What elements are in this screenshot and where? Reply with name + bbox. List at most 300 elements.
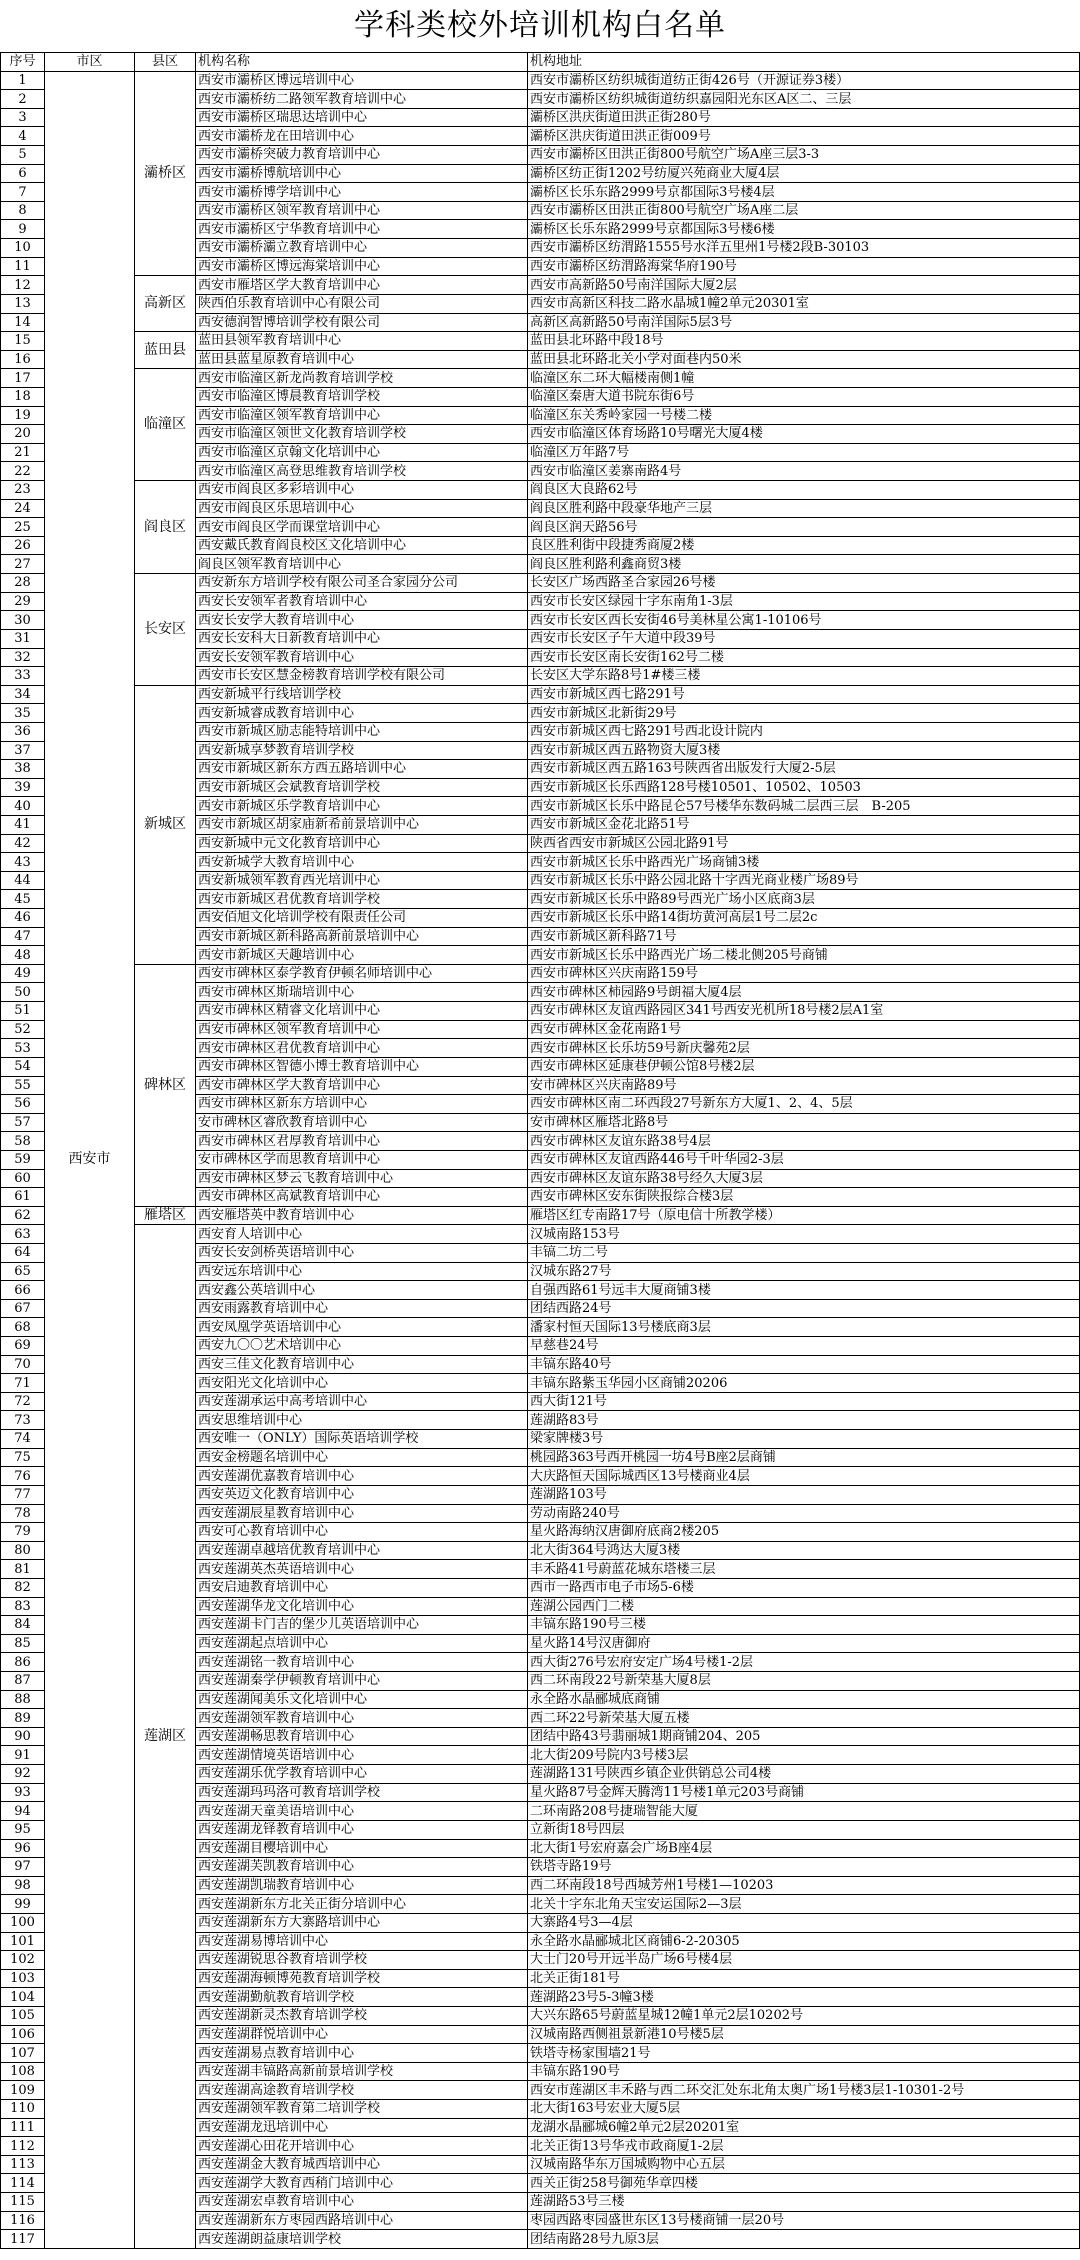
row-number: 91 — [1, 1746, 45, 1765]
row-number: 46 — [1, 909, 45, 928]
institution-name: 西安市碑林区君优教育培训中心 — [196, 1039, 528, 1058]
institution-address: 丰镐东路190号三楼 — [528, 1616, 1080, 1635]
district-cell: 新城区 — [135, 685, 196, 964]
institution-address: 蓝田县北环路中段18号 — [528, 332, 1080, 351]
header-name: 机构名称 — [196, 53, 528, 72]
institution-address: 大兴东路65号蔚蓝星城12幢1单元2层10202号 — [528, 2006, 1080, 2025]
row-number: 55 — [1, 1076, 45, 1095]
institution-address: 安市碑林区雁塔北路8号 — [528, 1113, 1080, 1132]
row-number: 82 — [1, 1578, 45, 1597]
header-city: 市区 — [45, 53, 135, 72]
institution-address: 西安市灞桥区纺渭路海棠华府190号 — [528, 257, 1080, 276]
institution-address: 汉城南路西侧祖景新港10号楼5层 — [528, 2025, 1080, 2044]
institution-address: 汉城东路27号 — [528, 1262, 1080, 1281]
institution-address: 西安市碑林区友谊东路38号4层 — [528, 1132, 1080, 1151]
institution-name: 西安莲湖目樱培训中心 — [196, 1839, 528, 1858]
row-number: 97 — [1, 1858, 45, 1877]
row-number: 22 — [1, 462, 45, 481]
institution-name: 西安市临潼区领军教育培训中心 — [196, 406, 528, 425]
institution-name: 西安九〇〇艺术培训中心 — [196, 1337, 528, 1356]
row-number: 100 — [1, 1913, 45, 1932]
institution-name: 西安远东培训中心 — [196, 1262, 528, 1281]
institution-address: 莲湖路131号陕西乡镇企业供销总公司4楼 — [528, 1765, 1080, 1784]
institution-name: 西安长安科大日新教育培训中心 — [196, 629, 528, 648]
institution-address: 灞桥区长乐东路2999号京都国际3号楼6楼 — [528, 220, 1080, 239]
row-number: 48 — [1, 946, 45, 965]
district-cell: 莲湖区 — [135, 1225, 196, 2249]
institution-name: 西安市碑林区斯瑞培训中心 — [196, 983, 528, 1002]
institution-name: 西安市碑林区精睿文化培训中心 — [196, 1002, 528, 1021]
institution-name: 西安莲湖辰星教育培训中心 — [196, 1504, 528, 1523]
district-cell: 阎良区 — [135, 481, 196, 574]
institution-name: 西安雁塔英中教育培训中心 — [196, 1206, 528, 1225]
institution-name: 西安市阎良区多彩培训中心 — [196, 481, 528, 500]
row-number: 102 — [1, 1951, 45, 1970]
institution-address: 临潼区东二环大幅楼南侧1幢 — [528, 369, 1080, 388]
institution-address: 立新街18号四层 — [528, 1820, 1080, 1839]
row-number: 30 — [1, 611, 45, 630]
institution-address: 安市碑林区兴庆南路89号 — [528, 1076, 1080, 1095]
table-row — [1, 369, 1080, 388]
row-number: 23 — [1, 481, 45, 500]
row-number: 57 — [1, 1113, 45, 1132]
institution-address: 西安市新城区长乐中路89号西光广场小区底商3层 — [528, 890, 1080, 909]
row-number: 96 — [1, 1839, 45, 1858]
institution-name: 西安市灞桥区博远海棠培训中心 — [196, 257, 528, 276]
institution-address: 长安区广场西路圣合家园26号楼 — [528, 574, 1080, 593]
row-number: 58 — [1, 1132, 45, 1151]
row-number: 78 — [1, 1504, 45, 1523]
institution-address: 西安市新城区新科路71号 — [528, 927, 1080, 946]
institution-address: 龙湖水晶郦城6幢2单元2层20201室 — [528, 2118, 1080, 2137]
institution-name: 西安思维培训中心 — [196, 1411, 528, 1430]
institution-address: 灞桥区洪庆街道田洪正街280号 — [528, 108, 1080, 127]
row-number: 98 — [1, 1876, 45, 1895]
institution-name: 西安市新城区天趣培训中心 — [196, 946, 528, 965]
institution-name: 西安市新城区励志能特培训中心 — [196, 722, 528, 741]
institution-name: 西安阳光文化培训中心 — [196, 1374, 528, 1393]
institution-address: 西安市高新区科技二路水晶城1幢2单元20301室 — [528, 294, 1080, 313]
institution-name: 西安市新城区新东方西五路培训中心 — [196, 760, 528, 779]
row-number: 81 — [1, 1560, 45, 1579]
row-number: 83 — [1, 1597, 45, 1616]
institution-name: 西安德润智博培训学校有限公司 — [196, 313, 528, 332]
institution-address: 大庆路恒天国际城西区13号楼商业4层 — [528, 1467, 1080, 1486]
institution-name: 西安市碑林区泰学教育伊顿名师培训中心 — [196, 964, 528, 983]
institution-name: 西安市新城区胡家庙新希前景培训中心 — [196, 815, 528, 834]
page-title: 学科类校外培训机构白名单 — [354, 8, 726, 43]
institution-address: 莲湖路53号三楼 — [528, 2193, 1080, 2212]
institution-address: 西安市新城区西七路291号 — [528, 685, 1080, 704]
institution-address: 陕西省西安市新城区公园北路91号 — [528, 834, 1080, 853]
row-number: 107 — [1, 2044, 45, 2063]
institution-name: 西安三佳文化教育培训中心 — [196, 1355, 528, 1374]
institution-name: 西安莲湖新东方北关正街分培训中心 — [196, 1895, 528, 1914]
header-address: 机构地址 — [528, 53, 1080, 72]
institution-name: 西安育人培训中心 — [196, 1225, 528, 1244]
row-number: 65 — [1, 1262, 45, 1281]
institution-name: 西安莲湖华龙文化培训中心 — [196, 1597, 528, 1616]
institution-name: 西安市碑林区高斌教育培训中心 — [196, 1188, 528, 1207]
institution-name: 西安长安学大教育培训中心 — [196, 611, 528, 630]
institution-name: 西安市灞桥区瑞思达培训中心 — [196, 108, 528, 127]
institution-address: 桃园路363号西开桃园一坊4号B座2层商铺 — [528, 1448, 1080, 1467]
institution-name: 西安莲湖海顿博苑教育培训学校 — [196, 1969, 528, 1988]
row-number: 24 — [1, 499, 45, 518]
row-number: 84 — [1, 1616, 45, 1635]
table-row — [1, 574, 1080, 593]
institution-address: 北大街209号院内3号楼3层 — [528, 1746, 1080, 1765]
row-number: 103 — [1, 1969, 45, 1988]
institution-address: 灞桥区纺正街1202号纺厦兴苑商业大厦4层 — [528, 164, 1080, 183]
row-number: 101 — [1, 1932, 45, 1951]
institution-name: 西安莲湖新灵杰教育培训学校 — [196, 2006, 528, 2025]
institution-name: 西安莲湖丰镐路高新前景培训学校 — [196, 2062, 528, 2081]
institution-address: 永全路水晶郦城北区商铺6-2-20305 — [528, 1932, 1080, 1951]
institution-name: 西安英迈文化教育培训中心 — [196, 1485, 528, 1504]
table-row — [1, 685, 1080, 704]
district-cell: 碑林区 — [135, 964, 196, 1206]
district-cell: 临潼区 — [135, 369, 196, 481]
institution-name: 西安市灞桥区博远培训中心 — [196, 71, 528, 90]
institution-address: 西安市新城区长乐中路14街坊黄河高层1号二层2c — [528, 909, 1080, 928]
row-number: 72 — [1, 1392, 45, 1411]
institution-address: 良区胜利街中段捷秀商厦2楼 — [528, 536, 1080, 555]
row-number: 99 — [1, 1895, 45, 1914]
row-number: 18 — [1, 387, 45, 406]
institution-name: 西安莲湖卡门吉的堡少儿英语培训中心 — [196, 1616, 528, 1635]
institution-name: 西安莲湖畅思教育培训中心 — [196, 1727, 528, 1746]
row-number: 90 — [1, 1727, 45, 1746]
institution-address: 汉城南路华东万国城购物中心五层 — [528, 2155, 1080, 2174]
table-row — [1, 1206, 1080, 1225]
row-number: 89 — [1, 1709, 45, 1728]
institution-address: 灞桥区洪庆街道田洪正街009号 — [528, 127, 1080, 146]
row-number: 11 — [1, 257, 45, 276]
institution-name: 西安市灞桥区领军教育培训中心 — [196, 201, 528, 220]
institution-address: 大士门20号开远半岛广场6号楼4层 — [528, 1951, 1080, 1970]
row-number: 63 — [1, 1225, 45, 1244]
row-number: 51 — [1, 1002, 45, 1021]
institution-address: 西安市高新路50号南洋国际大厦2层 — [528, 276, 1080, 295]
institution-name: 西安莲湖芙凯教育培训中心 — [196, 1858, 528, 1877]
institution-address: 雁塔区红专南路17号（原电信十所教学楼） — [528, 1206, 1080, 1225]
institution-address: 西安市新城区西五路物资大厦3楼 — [528, 741, 1080, 760]
row-number: 32 — [1, 648, 45, 667]
institution-address: 星火路14号汉唐御府 — [528, 1634, 1080, 1653]
row-number: 35 — [1, 704, 45, 723]
row-number: 114 — [1, 2174, 45, 2193]
row-number: 109 — [1, 2081, 45, 2100]
row-number: 36 — [1, 722, 45, 741]
row-number: 54 — [1, 1057, 45, 1076]
row-number: 66 — [1, 1281, 45, 1300]
row-number: 69 — [1, 1337, 45, 1356]
institution-address: 西安市新城区西五路163号陕西省出版发行大厦2-5层 — [528, 760, 1080, 779]
institution-address: 西安市长安区绿园十字东南角1-3层 — [528, 592, 1080, 611]
institution-name: 西安新城学大教育培训中心 — [196, 853, 528, 872]
institution-name: 西安市临潼区博晨教育培训学校 — [196, 387, 528, 406]
institution-name: 安市碑林区学而思教育培训中心 — [196, 1150, 528, 1169]
institution-name: 西安莲湖秦学伊顿教育培训中心 — [196, 1672, 528, 1691]
institution-address: 北关正街181号 — [528, 1969, 1080, 1988]
row-number: 94 — [1, 1802, 45, 1821]
institution-name: 西安莲湖新东方大寨路培训中心 — [196, 1913, 528, 1932]
table-header-row — [1, 53, 1080, 72]
institution-name: 西安可心教育培训中心 — [196, 1523, 528, 1542]
institution-name: 西安莲湖凯瑞教育培训中心 — [196, 1876, 528, 1895]
institution-name: 西安莲湖领军教育第二培训学校 — [196, 2100, 528, 2119]
row-number: 9 — [1, 220, 45, 239]
institution-name: 西安莲湖闻美乐文化培训中心 — [196, 1690, 528, 1709]
institution-address: 西安市碑林区南二环西段27号新东方大厦1、2、4、5层 — [528, 1095, 1080, 1114]
institution-name: 西安莲湖易博培训中心 — [196, 1932, 528, 1951]
row-number: 5 — [1, 146, 45, 165]
institution-name: 西安市碑林区领军教育培训中心 — [196, 1020, 528, 1039]
institution-address: 西安市莲湖区丰禾路与西二环交汇处东北角太奥广场1号楼3层1-10301-2号 — [528, 2081, 1080, 2100]
row-number: 47 — [1, 927, 45, 946]
district-cell: 蓝田县 — [135, 332, 196, 369]
institution-address: 西关正街258号御苑华章四楼 — [528, 2174, 1080, 2193]
row-number: 8 — [1, 201, 45, 220]
row-number: 73 — [1, 1411, 45, 1430]
institution-name: 西安佰旭文化培训学校有限责任公司 — [196, 909, 528, 928]
institution-name: 西安市碑林区新东方培训中心 — [196, 1095, 528, 1114]
institution-address: 西安市新城区北新街29号 — [528, 704, 1080, 723]
row-number: 50 — [1, 983, 45, 1002]
row-number: 12 — [1, 276, 45, 295]
table-row — [1, 1225, 1080, 1244]
whitelist-table — [0, 52, 1080, 2249]
institution-name: 西安鑫公英培训中心 — [196, 1281, 528, 1300]
institution-name: 西安莲湖玛玛洛可教育培训学校 — [196, 1783, 528, 1802]
row-number: 16 — [1, 350, 45, 369]
institution-address: 丰镐东路紫玉华园小区商铺20206 — [528, 1374, 1080, 1393]
institution-name: 西安市碑林区君厚教育培训中心 — [196, 1132, 528, 1151]
row-number: 67 — [1, 1299, 45, 1318]
institution-address: 西安市碑林区长乐坊59号新庆馨苑2层 — [528, 1039, 1080, 1058]
table-body — [1, 71, 1080, 2248]
row-number: 59 — [1, 1150, 45, 1169]
institution-address: 灞桥区长乐东路2999号京都国际3号楼4层 — [528, 183, 1080, 202]
institution-address: 西安市临潼区体育场路10号曙光大厦4楼 — [528, 425, 1080, 444]
row-number: 45 — [1, 890, 45, 909]
row-number: 61 — [1, 1188, 45, 1207]
institution-name: 西安长安剑桥英语培训中心 — [196, 1244, 528, 1263]
institution-address: 西安市新城区长乐中路西光广场商铺3楼 — [528, 853, 1080, 872]
institution-address: 潘家村恒天国际13号楼底商3层 — [528, 1318, 1080, 1337]
institution-address: 高新区高新路50号南洋国际5层3号 — [528, 313, 1080, 332]
district-cell: 长安区 — [135, 574, 196, 686]
row-number: 68 — [1, 1318, 45, 1337]
institution-name: 西安市碑林区梦云飞教育培训中心 — [196, 1169, 528, 1188]
institution-address: 北大街1号宏府嘉会广场B座4层 — [528, 1839, 1080, 1858]
institution-name: 西安新城平行线培训学校 — [196, 685, 528, 704]
institution-address: 阎良区胜利路利鑫商贸3楼 — [528, 555, 1080, 574]
institution-name: 西安市阎良区乐思培训中心 — [196, 499, 528, 518]
institution-address: 西安市碑林区柿园路9号朗福大厦4层 — [528, 983, 1080, 1002]
row-number: 41 — [1, 815, 45, 834]
institution-name: 西安莲湖承运中高考培训中心 — [196, 1392, 528, 1411]
institution-address: 北大街163号宏业大厦5层 — [528, 2100, 1080, 2119]
row-number: 111 — [1, 2118, 45, 2137]
row-number: 21 — [1, 443, 45, 462]
institution-name: 西安金榜题名培训中心 — [196, 1448, 528, 1467]
institution-name: 西安莲湖勤航教育培训学校 — [196, 1988, 528, 2007]
institution-address: 梁家牌楼3号 — [528, 1430, 1080, 1449]
institution-address: 阎良区胜利路中段豪华地产三层 — [528, 499, 1080, 518]
institution-name: 西安新城中元文化教育培训中心 — [196, 834, 528, 853]
institution-name: 西安唯一（ONLY）国际英语培训学校 — [196, 1430, 528, 1449]
institution-address: 西安市碑林区金花南路1号 — [528, 1020, 1080, 1039]
institution-address: 西安市新城区长乐中路公园北路十字西光商业楼广场89号 — [528, 871, 1080, 890]
institution-address: 铁塔寺路19号 — [528, 1858, 1080, 1877]
table-row — [1, 481, 1080, 500]
institution-name: 西安市碑林区学大教育培训中心 — [196, 1076, 528, 1095]
institution-address: 莲湖路83号 — [528, 1411, 1080, 1430]
institution-name: 西安市临潼区新龙尚教育培训学校 — [196, 369, 528, 388]
institution-address: 丰镐二坊二号 — [528, 1244, 1080, 1263]
table-row — [1, 332, 1080, 351]
header-no: 序号 — [1, 53, 45, 72]
institution-name: 西安长安领军教育培训中心 — [196, 648, 528, 667]
institution-address: 西二环22号新荣基大厦五楼 — [528, 1709, 1080, 1728]
institution-name: 西安莲湖领军教育培训中心 — [196, 1709, 528, 1728]
institution-name: 西安莲湖英杰英语培训中心 — [196, 1560, 528, 1579]
row-number: 74 — [1, 1430, 45, 1449]
row-number: 10 — [1, 239, 45, 258]
row-number: 39 — [1, 778, 45, 797]
institution-address: 西安市碑林区友谊西路446号千叶华园2-3层 — [528, 1150, 1080, 1169]
institution-address: 汉城南路153号 — [528, 1225, 1080, 1244]
institution-name: 西安凤凰学英语培训中心 — [196, 1318, 528, 1337]
row-number: 13 — [1, 294, 45, 313]
row-number: 85 — [1, 1634, 45, 1653]
institution-name: 西安市长安区慧金榜教育培训学校有限公司 — [196, 667, 528, 686]
institution-name: 西安市灞桥龙在田培训中心 — [196, 127, 528, 146]
row-number: 115 — [1, 2193, 45, 2212]
row-number: 117 — [1, 2230, 45, 2249]
row-number: 19 — [1, 406, 45, 425]
row-number: 116 — [1, 2211, 45, 2230]
institution-address: 西安市灞桥区纺织城街道纺织嘉园阳光东区A区二、三层 — [528, 90, 1080, 109]
institution-address: 西安市碑林区兴庆南路159号 — [528, 964, 1080, 983]
institution-name: 西安莲湖宏卓教育培训中心 — [196, 2193, 528, 2212]
institution-address: 临潼区东关秀岭家园一号楼二楼 — [528, 406, 1080, 425]
row-number: 106 — [1, 2025, 45, 2044]
row-number: 112 — [1, 2137, 45, 2156]
row-number: 110 — [1, 2100, 45, 2119]
institution-name: 西安莲湖起点培训中心 — [196, 1634, 528, 1653]
row-number: 37 — [1, 741, 45, 760]
institution-name: 西安市雁塔区学大教育培训中心 — [196, 276, 528, 295]
row-number: 31 — [1, 629, 45, 648]
institution-address: 西二环南段18号西城芳州1号楼1—10203 — [528, 1876, 1080, 1895]
institution-address: 西安市新城区长乐西路128号楼10501、10502、10503 — [528, 778, 1080, 797]
district-cell: 灞桥区 — [135, 71, 196, 276]
institution-address: 西安市灞桥区纺渭路1555号水洋五里州1号楼2段B-30103 — [528, 239, 1080, 258]
institution-address: 北关十字东北角天宝安运国际2—3层 — [528, 1895, 1080, 1914]
institution-address: 临潼区秦唐大道书院东街6号 — [528, 387, 1080, 406]
institution-address: 西大街121号 — [528, 1392, 1080, 1411]
row-number: 6 — [1, 164, 45, 183]
row-number: 64 — [1, 1244, 45, 1263]
institution-address: 西安市灞桥区田洪正街800号航空广场A座二层 — [528, 201, 1080, 220]
institution-name: 西安莲湖天童美语培训中心 — [196, 1802, 528, 1821]
district-cell: 雁塔区 — [135, 1206, 196, 1225]
table-row — [1, 71, 1080, 90]
institution-name: 西安市临潼区京翰文化培训中心 — [196, 443, 528, 462]
institution-address: 西安市临潼区姜寨南路4号 — [528, 462, 1080, 481]
row-number: 27 — [1, 555, 45, 574]
institution-address: 西安市长安区西长安街46号美林星公寓1-10106号 — [528, 611, 1080, 630]
institution-address: 丰镐东路190号 — [528, 2062, 1080, 2081]
row-number: 60 — [1, 1169, 45, 1188]
institution-name: 西安新东方培训学校有限公司圣合家园分公司 — [196, 574, 528, 593]
institution-name: 西安莲湖易点教育培训中心 — [196, 2044, 528, 2063]
row-number: 28 — [1, 574, 45, 593]
row-number: 71 — [1, 1374, 45, 1393]
row-number: 104 — [1, 1988, 45, 2007]
row-number: 70 — [1, 1355, 45, 1374]
row-number: 52 — [1, 1020, 45, 1039]
institution-address: 枣园西路枣园盛世东区13号楼商铺一层20号 — [528, 2211, 1080, 2230]
institution-address: 团结南路28号九原3层 — [528, 2230, 1080, 2249]
institution-address: 西安市灞桥区纺织城街道纺正街426号（开源证券3楼） — [528, 71, 1080, 90]
institution-address: 西安市长安区子午大道中段39号 — [528, 629, 1080, 648]
institution-name: 西安莲湖乐优学教育培训中心 — [196, 1765, 528, 1784]
institution-name: 西安市灞桥纺二路领军教育培训中心 — [196, 90, 528, 109]
institution-name: 西安市灞桥灞立教育培训中心 — [196, 239, 528, 258]
row-number: 33 — [1, 667, 45, 686]
institution-address: 团结西路24号 — [528, 1299, 1080, 1318]
institution-address: 铁塔寺杨家围墙21号 — [528, 2044, 1080, 2063]
row-number: 79 — [1, 1523, 45, 1542]
row-number: 92 — [1, 1765, 45, 1784]
row-number: 34 — [1, 685, 45, 704]
institution-address: 西安市碑林区安东街陕报综合楼3层 — [528, 1188, 1080, 1207]
row-number: 43 — [1, 853, 45, 872]
row-number: 20 — [1, 425, 45, 444]
institution-address: 西安市新城区长乐中路昆仑57号楼华东数码城二层西三层 B-205 — [528, 797, 1080, 816]
row-number: 1 — [1, 71, 45, 90]
institution-address: 丰镐东路40号 — [528, 1355, 1080, 1374]
row-number: 76 — [1, 1467, 45, 1486]
row-number: 88 — [1, 1690, 45, 1709]
institution-name: 西安莲湖高途教育培训学校 — [196, 2081, 528, 2100]
district-cell: 高新区 — [135, 276, 196, 332]
row-number: 14 — [1, 313, 45, 332]
institution-name: 西安市灞桥区宁华教育培训中心 — [196, 220, 528, 239]
row-number: 113 — [1, 2155, 45, 2174]
row-number: 2 — [1, 90, 45, 109]
row-number: 49 — [1, 964, 45, 983]
row-number: 25 — [1, 518, 45, 537]
row-number: 53 — [1, 1039, 45, 1058]
institution-name: 阎良区领军教育培训中心 — [196, 555, 528, 574]
row-number: 75 — [1, 1448, 45, 1467]
row-number: 3 — [1, 108, 45, 127]
institution-name: 西安市灞桥博航培训中心 — [196, 164, 528, 183]
institution-address: 西安市碑林区延康巷伊顿公馆8号楼2层 — [528, 1057, 1080, 1076]
institution-name: 西安市新城区新科路高新前景培训中心 — [196, 927, 528, 946]
institution-address: 长安区大学东路8号1#楼三楼 — [528, 667, 1080, 686]
institution-name: 西安莲湖情境英语培训中心 — [196, 1746, 528, 1765]
institution-address: 早慈巷24号 — [528, 1337, 1080, 1356]
institution-name: 西安莲湖龙铎教育培训中心 — [196, 1820, 528, 1839]
row-number: 108 — [1, 2062, 45, 2081]
institution-address: 临潼区万年路7号 — [528, 443, 1080, 462]
